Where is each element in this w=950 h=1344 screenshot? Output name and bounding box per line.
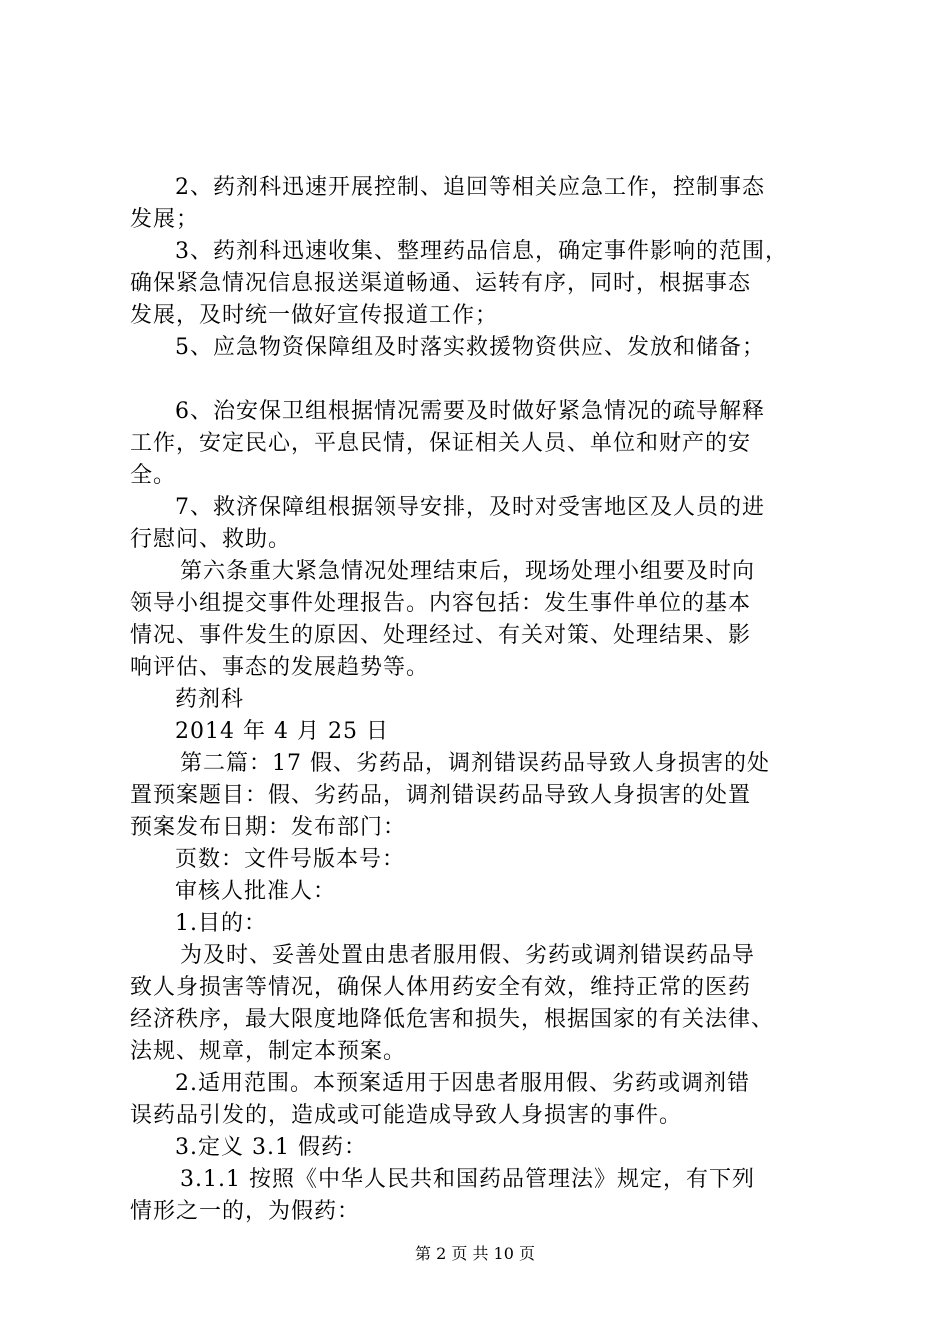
text-line: 置预案题目：假、劣药品，调剂错误药品导致人身损害的处置 xyxy=(130,783,752,808)
text-line: 3、药剂科迅速收集、整理药品信息，确定事件影响的范围， xyxy=(175,239,788,264)
document-body xyxy=(130,172,830,1228)
text-line: 审核人批准人： xyxy=(175,879,337,904)
text-line: 第六条重大紧急情况处理结束后，现场处理小组要及时向 xyxy=(180,559,756,584)
text-line: 工作，安定民心，平息民情，保证相关人员、单位和财产的安 xyxy=(130,431,752,456)
text-line: 第二篇：17 假、劣药品，调剂错误药品导致人身损害的处 xyxy=(180,751,770,776)
text-line: 经济秩序，最大限度地降低危害和损失，根据国家的有关法律、 xyxy=(130,1007,775,1032)
text-line: 情形之一的，为假药： xyxy=(130,1199,361,1224)
text-line: 致人身损害等情况，确保人体用药安全有效，维持正常的医药 xyxy=(130,975,752,1000)
text-line: 领导小组提交事件处理报告。内容包括：发生事件单位的基本 xyxy=(130,591,752,616)
text-line: 6、治安保卫组根据情况需要及时做好紧急情况的疏导解释 xyxy=(175,399,765,424)
text-line: 确保紧急情况信息报送渠道畅通、运转有序，同时，根据事态 xyxy=(130,271,752,296)
section-heading: 1.目的： xyxy=(175,911,267,936)
page-footer: 第 2 页 共 10 页 xyxy=(415,1244,535,1263)
text-line: 误药品引发的，造成或可能造成导致人身损害的事件。 xyxy=(130,1103,683,1128)
text-line: 7、救济保障组根据领导安排，及时对受害地区及人员的进 xyxy=(175,495,765,520)
signature-date: 2014 年 4 月 25 日 xyxy=(175,719,389,744)
text-line: 情况、事件发生的原因、处理经过、有关对策、处理结果、影 xyxy=(130,623,752,648)
text-line: 页数：文件号版本号： xyxy=(175,847,406,872)
text-line: 行慰问、救助。 xyxy=(130,527,292,552)
text-line: 发展； xyxy=(130,207,200,232)
signature-department: 药剂科 xyxy=(175,687,245,712)
paragraph-gap xyxy=(130,364,830,396)
text-line: 发展，及时统一做好宣传报道工作； xyxy=(130,303,499,328)
text-line: 2、药剂科迅速开展控制、追回等相关应急工作，控制事态 xyxy=(175,175,765,200)
section-heading: 2.适用范围。本预案适用于因患者服用假、劣药或调剂错 xyxy=(175,1071,750,1096)
text-line: 3.1.1 按照《中华人民共和国药品管理法》规定，有下列 xyxy=(180,1167,755,1192)
section-heading: 3.定义 3.1 假药： xyxy=(175,1135,367,1160)
text-line: 法规、规章，制定本预案。 xyxy=(130,1039,407,1064)
text-line: 全。 xyxy=(130,463,177,488)
text-line: 为及时、妥善处置由患者服用假、劣药或调剂错误药品导 xyxy=(180,943,756,968)
text-line: 5、应急物资保障组及时落实救援物资供应、发放和储备； xyxy=(175,335,765,360)
text-line: 预案发布日期：发布部门： xyxy=(130,815,407,840)
text-line: 响评估、事态的发展趋势等。 xyxy=(130,655,430,680)
